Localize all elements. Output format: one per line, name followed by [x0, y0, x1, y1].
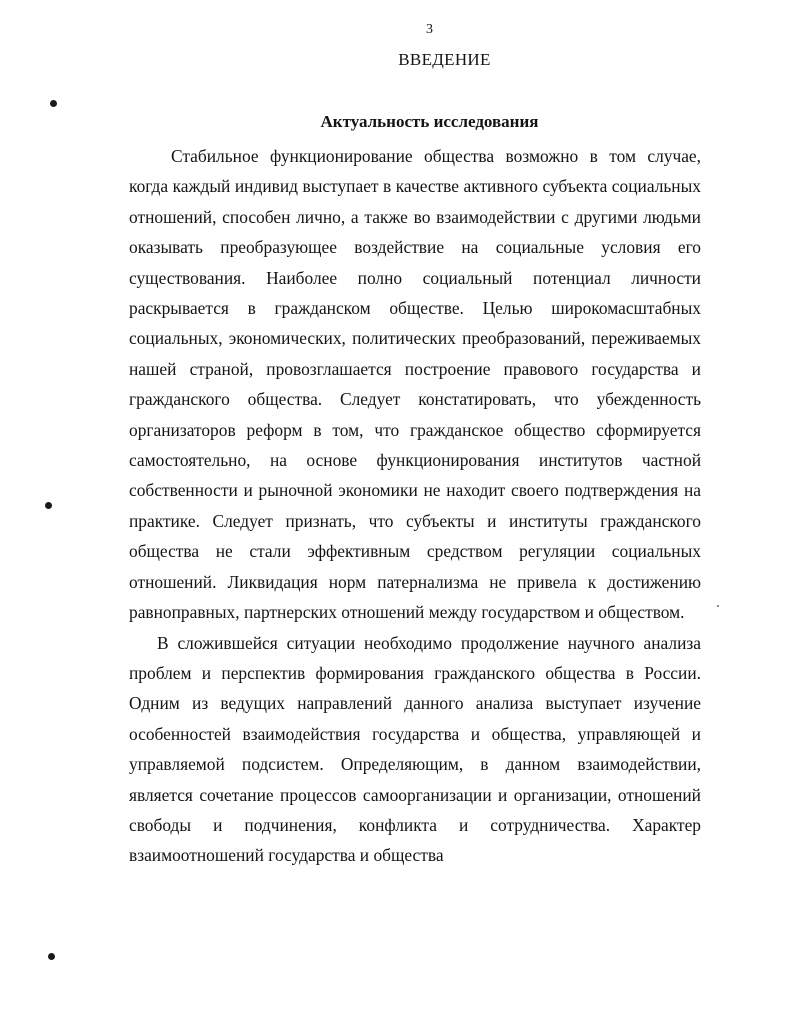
binding-hole-mark: [48, 953, 55, 960]
paragraph-2: В сложившейся ситуации необходимо продолжение научного анализа проблем и перспектив формирования гражданского общества в России. Одним из ведущих направлений данного анализа выступает изучение особенностей взаимодействия государства и общества, управляющей и управляемой подсистем. Определяющим, в данном взаимодействии, является сочетание процессов самоорганизации и организации, отношений свободы и подчинения, конфликта и сотрудничества. Характер взаимоотношений государства и общества: [129, 632, 701, 866]
body-text: [129, 141, 701, 871]
page-title: ВВЕДЕНИЕ: [398, 50, 491, 69]
binding-hole-mark: [45, 502, 52, 509]
binding-hole-mark: [50, 100, 57, 107]
scan-speck: [717, 605, 719, 607]
page-number: 3: [426, 22, 433, 37]
paragraph-1: Стабильное функционирование общества возможно в том случае, когда каждый индивид выступает в качестве активного субъекта социальных отношений, способен лично, а также во взаимодействии с другими людьми оказывать преобразующее воздействие на социальные условия его существования. Наиболее полно социальный потенциал личности раскрывается в гражданском обществе. Целью широкомасштабных социальных, экономических, политических преобразований, переживаемых нашей страной, провозглашается построение правового государства и гражданского общества. Следует констатировать, что убежденность организаторов реформ в том, что гражданское общество сформируется самостоятельно, на основе функционирования институтов частной собственности и рыночной экономики не находит своего подтверждения на практике. Следует признать, что субъекты и институты гражданского общества не стали эффективным средством регуляции социальных отношений. Ликвидация норм патернализма не привела к достижению равноправных, партнерских отношений между государством и обществом.: [129, 146, 701, 623]
section-heading: Актуальность исследования: [320, 112, 539, 131]
